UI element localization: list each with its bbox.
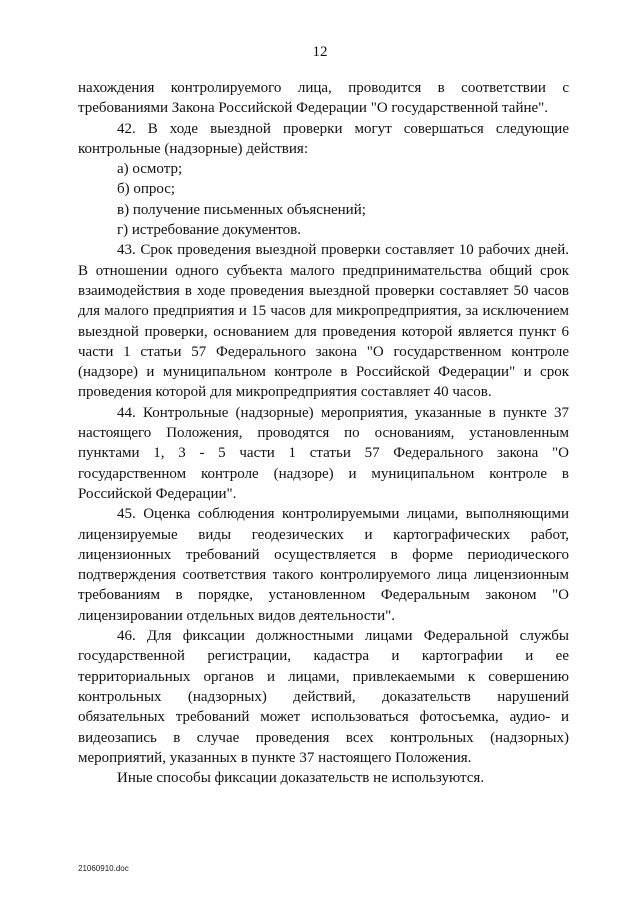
paragraph-43: 43. Срок проведения выездной проверки составляет 10 рабочих дней. В отношении одного субъекта малого предпринимательства общий срок взаимодействия в ходе проведения выездной проверки составляет 50 часов для малого предприятия и 15 часов для микропредприятия, за исключением выездной проверки, основанием для проведения которой является пункт 6 части 1 статьи 57 Федерального закона "О государственном контроле (надзоре) и муниципальном контроле в Российской Федерации" и срок проведения которой для микропредприятия составляет 40 часов. (78, 242, 569, 401)
paragraph-44: 44. Контрольные (надзорные) мероприятия, указанные в пункте 37 настоящего Положения, проводятся по основаниям, установленным пунктами 1, 3 - 5 части 1 статьи 57 Федерального закона "О государственном контроле (надзоре) и муниципальном контроле в Российской Федерации". (78, 404, 569, 502)
paragraph-46: 46. Для фиксации должностными лицами Федеральной службы государственной регистрации, кадастра и картографии и ее территориальных органов и лицами, привлекаемыми к совершению контрольных (надзорных) действий, доказательств нарушений обязательных требований может использоваться фотосъемка, аудио- и видеозапись в случае проведения всех контрольных (надзорных) мероприятий, указанных в пункте 37 настоящего Положения. (78, 628, 569, 766)
list-item-a: а) осмотр; (117, 161, 183, 178)
paragraph-45: 45. Оценка соблюдения контролируемыми лицами, выполняющими лицензируемые виды геодезических и картографических работ, лицензионных требований осуществляется в форме периодического подтверждения соответствия такого контролируемого лица лицензионным требованиям в порядке, установленном Федеральным законом "О лицензировании отдельных видов деятельности". (78, 506, 569, 624)
list-item-b: б) опрос; (117, 181, 176, 198)
paragraph-46-note: Иные способы фиксации доказательств не используются. (117, 770, 485, 787)
page-number: 12 (312, 44, 328, 60)
list-item-d: г) истребование документов. (117, 222, 301, 239)
paragraph-continuation: нахождения контролируемого лица, проводится в соответствии с требованиями Закона Российской Федерации "О государственной тайне". (78, 80, 569, 117)
list-item-c: в) получение письменных объяснений; (117, 201, 366, 218)
document-body (78, 78, 569, 788)
footer-file-code: 21060910.doc (78, 864, 129, 873)
paragraph-42: 42. В ходе выездной проверки могут совершаться следующие контрольные (надзорные) действия: (78, 120, 569, 157)
